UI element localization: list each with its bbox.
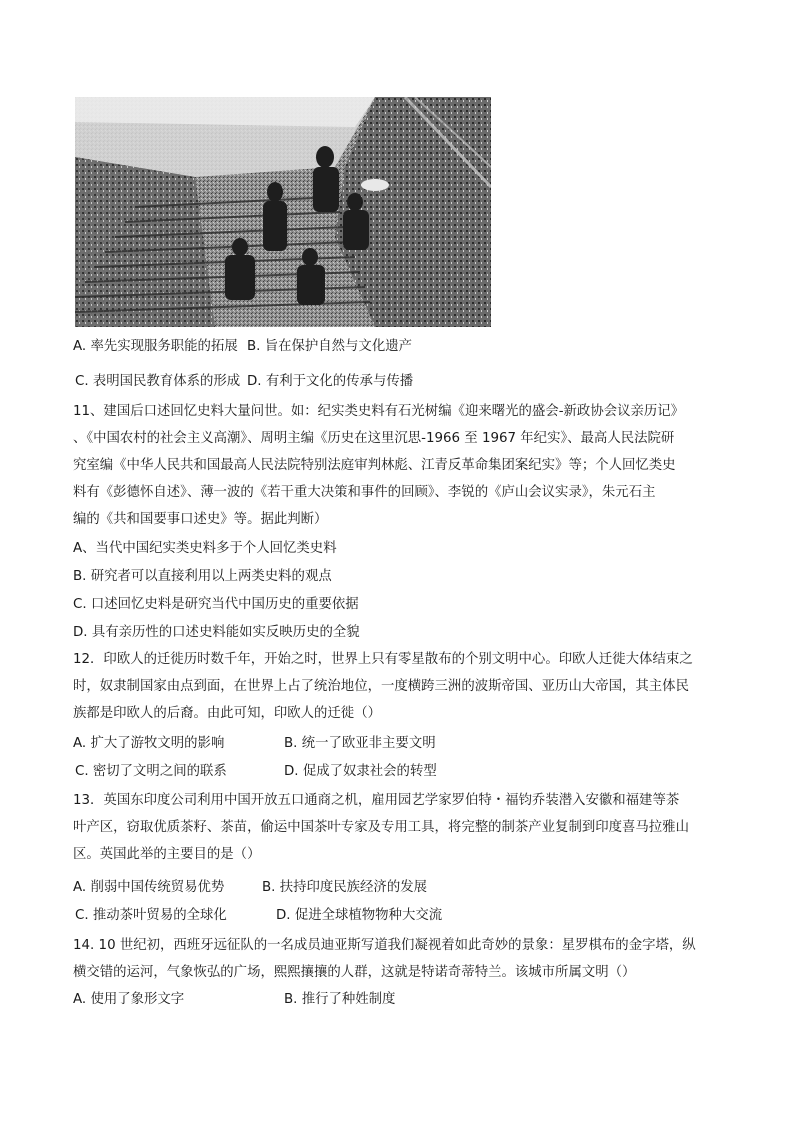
- q13-option-d: D. 促进全球植物物种大交流: [276, 908, 443, 923]
- q12-option-c: C. 密切了文明之间的联系: [75, 764, 227, 779]
- q10-option-a: A. 率先实现服务职能的拓展: [73, 339, 238, 354]
- q10-option-d: D. 有利于文化的传承与传播: [247, 374, 414, 389]
- q11-stem-line: 编的《共和国要事口述史》等。据此判断）: [73, 512, 328, 527]
- q10-option-b: B. 旨在保护自然与文化遗产: [247, 339, 412, 354]
- q12-option-b: B. 统一了欧亚非主要文明: [284, 736, 436, 751]
- q11-option-a: A、当代中国纪实类史料多于个人回忆类史料: [73, 541, 337, 556]
- q11-stem-line: 究室编《中华人民共和国最高人民法院特别法庭审判林彪、江青反革命集团案纪实》等；个人回忆类史: [73, 458, 676, 473]
- q14-stem-line: 横交错的运河，气象恢弘的广场，熙熙攘攘的人群，这就是特诺奇蒂特兰。该城市所属文明（）: [73, 965, 636, 980]
- q14-stem-line: 14. 10 世纪初，西班牙远征队的一名成员迪亚斯写道我们凝视着如此奇妙的景象：星罗棋布的金字塔，纵: [73, 938, 696, 953]
- q12-stem-line: 时，奴隶制国家由点到面，在世界上占了统治地位，一度横跨三洲的波斯帝国、亚历山大帝国，其主体民: [73, 679, 689, 694]
- q11-option-c: C. 口述回忆史料是研究当代中国历史的重要依据: [73, 597, 359, 612]
- q13-option-b: B. 扶持印度民族经济的发展: [262, 880, 427, 895]
- q11-option-d: D. 具有亲历性的口述史料能如实反映历史的全貌: [73, 625, 360, 640]
- q12-option-d: D. 促成了奴隶社会的转型: [284, 764, 437, 779]
- q10-option-c: C. 表明国民教育体系的形成: [75, 374, 241, 389]
- q13-option-a: A. 削弱中国传统贸易优势: [73, 880, 225, 895]
- q13-stem-line: 叶产区，窃取优质茶籽、茶苗，偷运中国茶叶专家及专用工具，将完整的制茶产业复制到印度喜马拉雅山: [73, 820, 689, 835]
- q11-option-b: B. 研究者可以直接利用以上两类史料的观点: [73, 569, 332, 584]
- q12-stem-line: 族都是印欧人的后裔。由此可知，印欧人的迁徙（）: [73, 706, 381, 721]
- q12-option-a: A. 扩大了游牧文明的影响: [73, 736, 225, 751]
- q11-stem-line: 料有《彭德怀自述》、薄一波的《若干重大决策和事件的回顾》、李锐的《庐山会议实录》，朱元石主: [73, 485, 656, 500]
- q13-stem-line: 13．英国东印度公司利用中国开放五口通商之机，雇用园艺学家罗伯特・福钧乔装潜入安徽和福建等茶: [73, 793, 680, 808]
- stairs-photo: [75, 97, 491, 327]
- q12-stem-line: 12．印欧人的迁徙历时数千年，开始之时，世界上只有零星散布的个别文明中心。印欧人迁徙大体结束之: [73, 652, 693, 667]
- q13-stem-line: 区。英国此举的主要目的是（）: [73, 847, 261, 862]
- q13-option-c: C. 推动茶叶贸易的全球化: [75, 908, 227, 923]
- q11-stem-line: 、《中国农村的社会主义高潮》、周明主编《历史在这里沉思-1966 至 1967 年纪实》、最高人民法院研: [73, 431, 675, 446]
- q14-option-a: A. 使用了象形文字: [73, 992, 185, 1007]
- q11-stem-line: 11、建国后口述回忆史料大量问世。如：纪实类史料有石光树编《迎来曙光的盛会-新政协会议亲历记》: [73, 404, 685, 419]
- q14-option-b: B. 推行了种姓制度: [284, 992, 396, 1007]
